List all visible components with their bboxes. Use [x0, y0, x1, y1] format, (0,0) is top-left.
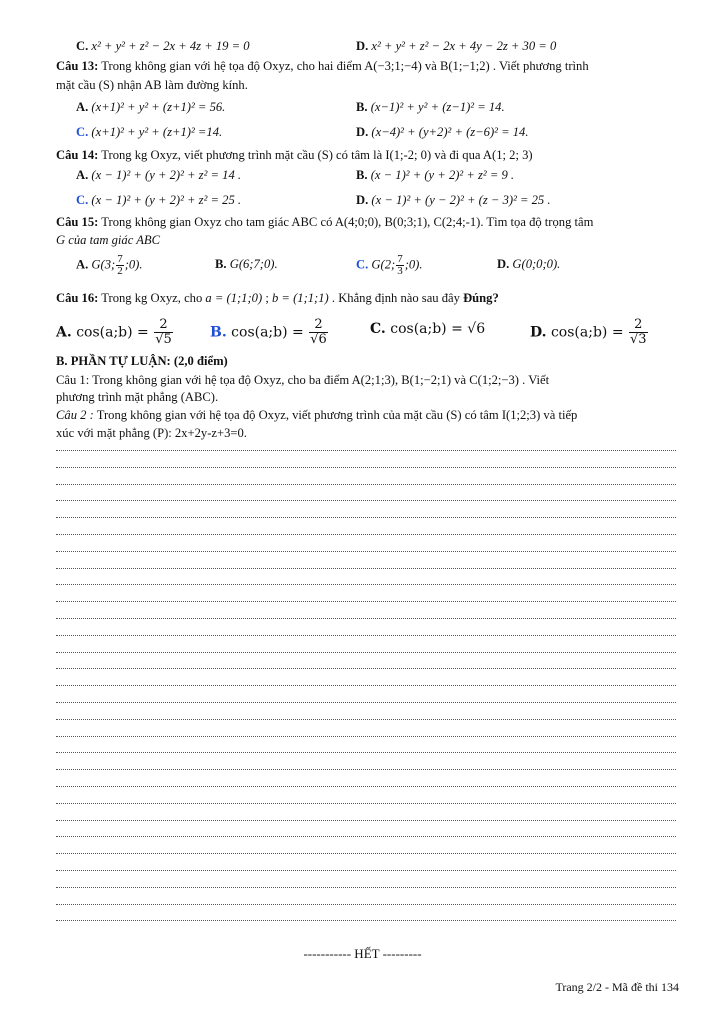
answer-line: [56, 568, 676, 569]
part-b-heading: B. PHẦN TỰ LUẬN: (2,0 điểm): [56, 354, 228, 368]
q14-option-a: A. (x − 1)² + (y + 2)² + z² = 14 .: [76, 168, 242, 182]
answer-line: [56, 534, 676, 535]
q12-option-d: D. x² + y² + z² − 2x + 4y − 2z + 30 = 0: [356, 39, 557, 53]
q15-option-b: B. G(6;7;0).: [215, 257, 278, 271]
q16-option-a: A. cos(a;b) = $\frac{2}{√5}$: [56, 317, 172, 347]
answer-line: [56, 820, 676, 821]
q16-option-c: C. cos(a;b) = √6: [370, 321, 486, 337]
q14-option-c: C. (x − 1)² + (y + 2)² + z² = 25 .: [76, 193, 242, 207]
q16-option-b: B. cos(a;b) = $\frac{2}{√6}$: [210, 317, 327, 347]
q12-option-c: C. x² + y² + z² − 2x + 4z + 19 = 0: [76, 39, 250, 53]
q14-option-d: D. (x − 1)² + (y − 2)² + (z − 3)² = 25 .: [356, 193, 551, 207]
answer-line: [56, 836, 676, 837]
answer-line: [56, 702, 676, 703]
answer-line: [56, 467, 676, 468]
answer-line: [56, 450, 676, 451]
q15-stem-line1: Câu 15: Trong không gian Oxyz cho tam giác ABC có A(4;0;0), B(0;3;1), C(2;4;-1). Tìm tọa độ trọng tâm: [56, 215, 594, 229]
answer-line: [56, 769, 676, 770]
answer-line: [56, 618, 676, 619]
answer-line: [56, 920, 676, 921]
answer-line: [56, 887, 676, 888]
end-marker: ----------- HẾT ---------: [303, 946, 422, 961]
q16-option-d: D. cos(a;b) = $\frac{2}{√3}$: [530, 317, 647, 347]
answer-line: [56, 786, 676, 787]
part-b-q1-line1: Câu 1: Trong không gian với hệ tọa độ Oxyz, cho ba điểm A(2;1;3), B(1;−2;1) và C(1;2;−3) . Viết: [56, 373, 550, 387]
answer-line: [56, 517, 676, 518]
q13-stem-line1: Câu 13: Trong không gian với hệ tọa độ Oxyz, cho hai điểm A(−3;1;−4) và B(1;−1;2) . Viết phương trình: [56, 59, 589, 73]
answer-line: [56, 752, 676, 753]
answer-line: [56, 551, 676, 552]
answer-line: [56, 853, 676, 854]
fraction-7-2: $\frac{7}{2}$: [117, 253, 123, 277]
answer-line: [56, 668, 676, 669]
part-b-q2-line1: Câu 2 : Trong không gian với hệ tọa độ Oxyz, viết phương trình của mặt cầu (S) có tâm I(1;2;3) và tiếp: [56, 408, 578, 422]
q14-option-b: B. (x − 1)² + (y + 2)² + z² = 9 .: [356, 168, 515, 182]
answer-line: [56, 904, 676, 905]
q13-option-c: C. (x+1)² + y² + (z+1)² =14.: [76, 125, 223, 139]
q13-option-b: B. (x−1)² + y² + (z−1)² = 14.: [356, 100, 505, 114]
q16-stem: Câu 16: Trong kg Oxyz, cho a = (1;1;0) ; b = (1;1;1) . Khẳng định nào sau đây Đúng?: [56, 291, 499, 305]
answer-line: [56, 635, 676, 636]
q15-option-d: D. G(0;0;0).: [497, 257, 561, 271]
part-b-q1-line2: phương trình mặt phẳng (ABC).: [56, 390, 219, 404]
answer-line: [56, 500, 676, 501]
q13-stem-line2: mặt cầu (S) nhận AB làm đường kính.: [56, 78, 248, 92]
answer-line: [56, 870, 676, 871]
q15-stem-line2: G của tam giác ABC: [56, 233, 161, 247]
answer-line: [56, 601, 676, 602]
answer-line: [56, 736, 676, 737]
answer-line: [56, 584, 676, 585]
answer-line: [56, 652, 676, 653]
part-b-q2-line2: xúc với mặt phẳng (P): 2x+2y-z+3=0.: [56, 426, 247, 440]
answer-line: [56, 484, 676, 485]
q15-option-a: A. G(3; $\frac{7}{2}$ ;0).: [76, 253, 143, 277]
answer-line: [56, 685, 676, 686]
q13-option-d: D. (x−4)² + (y+2)² + (z−6)² = 14.: [356, 125, 529, 139]
q15-option-c: C. G(2; $\frac{7}{3}$ ;0).: [356, 253, 423, 277]
q13-option-a: A. (x+1)² + y² + (z+1)² = 56.: [76, 100, 226, 114]
fraction-7-3: $\frac{7}{3}$: [397, 253, 403, 277]
answer-line: [56, 803, 676, 804]
answer-line: [56, 719, 676, 720]
q14-stem: Câu 14: Trong kg Oxyz, viết phương trình mặt cầu (S) có tâm là I(1;-2; 0) và đi qua A(1; 2; 3): [56, 148, 533, 162]
page-footer: Trang 2/2 - Mã đề thi 134: [555, 980, 679, 994]
